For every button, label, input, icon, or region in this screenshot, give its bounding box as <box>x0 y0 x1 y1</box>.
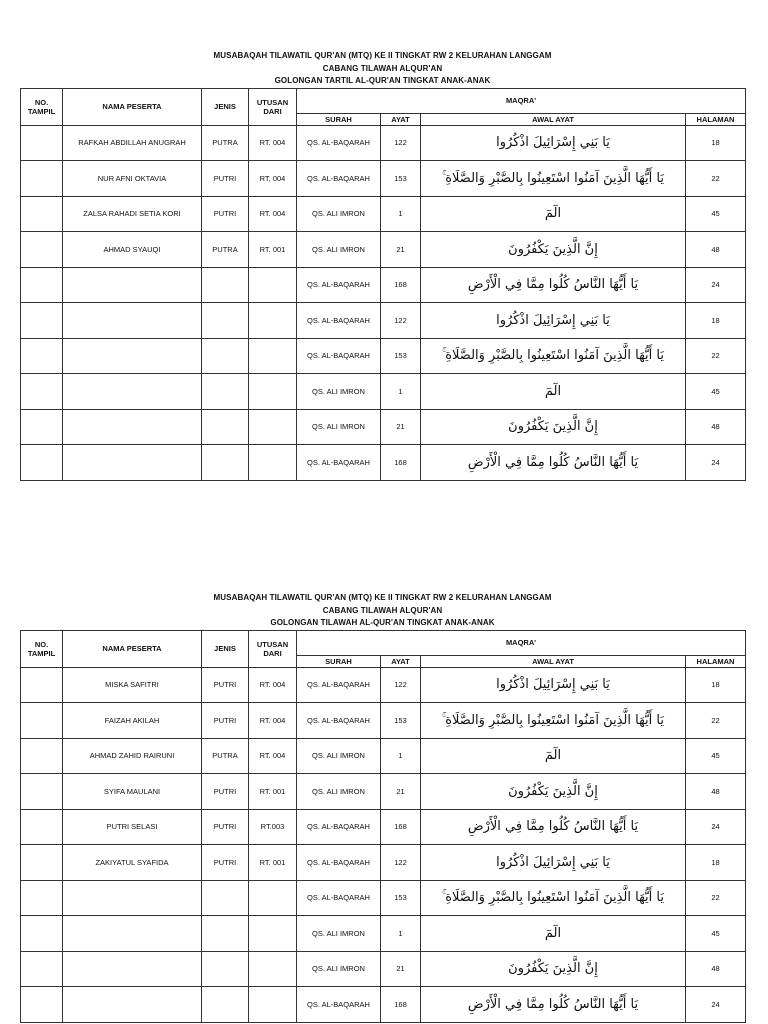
col-header-no: NO. TAMPIL <box>21 630 63 667</box>
col-header-no: NO. TAMPIL <box>21 88 63 125</box>
cell-nama-peserta: AHMAD ZAHID RAIRUNI <box>63 738 202 774</box>
cell-nama-peserta <box>63 303 202 339</box>
cell-awal-ayat: يَا بَنِي إِسْرَائِيلَ اذْكُرُوا <box>421 303 686 339</box>
cell-nama-peserta: MISKA SAFITRI <box>63 667 202 703</box>
table-row <box>21 916 746 952</box>
cell-ayat: 168 <box>381 987 421 1023</box>
cell-jenis: PUTRI <box>202 809 249 845</box>
cell-awal-ayat: يَا بَنِي إِسْرَائِيلَ اذْكُرُوا <box>421 845 686 881</box>
cell-awal-ayat: إِنَّ الَّذِينَ يَكْفُرُونَ <box>421 774 686 810</box>
cell-ayat: 153 <box>381 703 421 739</box>
cell-nama-peserta: NUR AFNI OKTAVIA <box>63 161 202 197</box>
cell-awal-ayat: إِنَّ الَّذِينَ يَكْفُرُونَ <box>421 951 686 987</box>
cell-surah: QS. AL-BAQARAH <box>297 880 381 916</box>
table-row <box>21 667 746 703</box>
cell-surah: QS. ALI IMRON <box>297 916 381 952</box>
cell-no <box>21 738 63 774</box>
cell-surah: QS. AL-BAQARAH <box>297 303 381 339</box>
cell-no <box>21 774 63 810</box>
cell-jenis: PUTRI <box>202 196 249 232</box>
participant-table <box>20 630 746 1023</box>
cell-jenis: PUTRI <box>202 703 249 739</box>
heading-category: GOLONGAN TARTIL AL-QUR'AN TINGKAT ANAK-ANAK <box>274 76 491 85</box>
cell-jenis <box>202 303 249 339</box>
cell-utusan-dari: RT. 004 <box>249 703 297 739</box>
cell-nama-peserta <box>63 880 202 916</box>
cell-ayat: 153 <box>381 338 421 374</box>
cell-halaman: 22 <box>686 161 746 197</box>
cell-ayat: 153 <box>381 880 421 916</box>
cell-ayat: 1 <box>381 196 421 232</box>
cell-utusan-dari <box>249 445 297 481</box>
table-row <box>21 445 746 481</box>
cell-halaman: 24 <box>686 267 746 303</box>
table-row <box>21 374 746 410</box>
cell-no <box>21 703 63 739</box>
table-body <box>21 667 746 1022</box>
table-row <box>21 196 746 232</box>
cell-utusan-dari <box>249 987 297 1023</box>
heading-category: GOLONGAN TILAWAH AL-QUR'AN TINGKAT ANAK-ANAK <box>270 618 495 627</box>
cell-halaman: 22 <box>686 338 746 374</box>
table-row <box>21 409 746 445</box>
cell-halaman: 48 <box>686 774 746 810</box>
participant-table-block-tartil <box>20 50 745 481</box>
cell-no <box>21 338 63 374</box>
cell-utusan-dari <box>249 880 297 916</box>
cell-jenis <box>202 951 249 987</box>
cell-no <box>21 667 63 703</box>
cell-ayat: 122 <box>381 303 421 339</box>
table-row <box>21 774 746 810</box>
cell-ayat: 122 <box>381 845 421 881</box>
cell-surah: QS. AL-BAQARAH <box>297 809 381 845</box>
table-row <box>21 987 746 1023</box>
table-row <box>21 809 746 845</box>
col-header-awal-ayat: AWAL AYAT <box>421 113 686 125</box>
col-header-halaman: HALAMAN <box>686 113 746 125</box>
cell-utusan-dari: RT.003 <box>249 809 297 845</box>
cell-awal-ayat: يَا أَيُّهَا الَّذِينَ آمَنُوا اسْتَعِينُوا بِالصَّبْرِ وَالصَّلَاةِ ۚ <box>421 703 686 739</box>
cell-no <box>21 267 63 303</box>
cell-halaman: 45 <box>686 916 746 952</box>
cell-jenis <box>202 338 249 374</box>
cell-jenis <box>202 987 249 1023</box>
col-header-utusan: UTUSAN DARI <box>249 88 297 125</box>
cell-nama-peserta: ZALSA RAHADI SETIA KORI <box>63 196 202 232</box>
cell-no <box>21 161 63 197</box>
cell-ayat: 1 <box>381 738 421 774</box>
cell-no <box>21 232 63 268</box>
cell-surah: QS. AL-BAQARAH <box>297 667 381 703</box>
cell-jenis <box>202 445 249 481</box>
cell-awal-ayat: إِنَّ الَّذِينَ يَكْفُرُونَ <box>421 409 686 445</box>
table-row <box>21 703 746 739</box>
cell-ayat: 168 <box>381 267 421 303</box>
cell-halaman: 24 <box>686 987 746 1023</box>
cell-halaman: 45 <box>686 374 746 410</box>
cell-ayat: 21 <box>381 232 421 268</box>
cell-surah: QS. AL-BAQARAH <box>297 267 381 303</box>
cell-utusan-dari <box>249 303 297 339</box>
cell-halaman: 18 <box>686 667 746 703</box>
cell-no <box>21 303 63 339</box>
table-body <box>21 125 746 480</box>
heading-branch: CABANG TILAWAH ALQUR'AN <box>322 63 443 73</box>
cell-awal-ayat: يَا أَيُّهَا النَّاسُ كُلُوا مِمَّا فِي الْأَرْضِ <box>421 445 686 481</box>
cell-awal-ayat: يَا أَيُّهَا النَّاسُ كُلُوا مِمَّا فِي الْأَرْضِ <box>421 267 686 303</box>
cell-ayat: 21 <box>381 951 421 987</box>
col-header-awal-ayat: AWAL AYAT <box>421 655 686 667</box>
col-header-ayat: AYAT <box>381 113 421 125</box>
cell-awal-ayat: يَا أَيُّهَا الَّذِينَ آمَنُوا اسْتَعِينُوا بِالصَّبْرِ وَالصَّلَاةِ ۚ <box>421 161 686 197</box>
cell-awal-ayat: الٓمٓ <box>421 196 686 232</box>
col-header-surah: SURAH <box>297 655 381 667</box>
cell-utusan-dari <box>249 916 297 952</box>
participant-table-block-tilawah <box>20 592 745 1023</box>
cell-utusan-dari <box>249 338 297 374</box>
cell-no <box>21 445 63 481</box>
cell-awal-ayat: يَا أَيُّهَا الَّذِينَ آمَنُوا اسْتَعِينُوا بِالصَّبْرِ وَالصَّلَاةِ ۚ <box>421 338 686 374</box>
cell-awal-ayat: يَا بَنِي إِسْرَائِيلَ اذْكُرُوا <box>421 667 686 703</box>
cell-no <box>21 951 63 987</box>
cell-surah: QS. AL-BAQARAH <box>297 987 381 1023</box>
cell-nama-peserta: PUTRI SELASI <box>63 809 202 845</box>
cell-utusan-dari <box>249 374 297 410</box>
cell-surah: QS. AL-BAQARAH <box>297 125 381 161</box>
cell-jenis <box>202 880 249 916</box>
cell-no <box>21 845 63 881</box>
cell-jenis <box>202 409 249 445</box>
table-row <box>21 125 746 161</box>
cell-surah: QS. ALI IMRON <box>297 196 381 232</box>
col-header-jenis: JENIS <box>202 88 249 125</box>
cell-surah: QS. AL-BAQARAH <box>297 445 381 481</box>
cell-nama-peserta: FAIZAH AKILAH <box>63 703 202 739</box>
cell-halaman: 22 <box>686 703 746 739</box>
cell-surah: QS. AL-BAQARAH <box>297 703 381 739</box>
cell-ayat: 21 <box>381 409 421 445</box>
cell-jenis: PUTRI <box>202 774 249 810</box>
cell-nama-peserta <box>63 951 202 987</box>
table-row <box>21 738 746 774</box>
cell-nama-peserta <box>63 267 202 303</box>
cell-jenis <box>202 267 249 303</box>
cell-ayat: 122 <box>381 125 421 161</box>
cell-ayat: 168 <box>381 445 421 481</box>
cell-no <box>21 409 63 445</box>
cell-ayat: 168 <box>381 809 421 845</box>
cell-awal-ayat: الٓمٓ <box>421 916 686 952</box>
table-row <box>21 267 746 303</box>
cell-jenis: PUTRI <box>202 161 249 197</box>
col-header-surah: SURAH <box>297 113 381 125</box>
cell-jenis <box>202 916 249 952</box>
cell-nama-peserta <box>63 409 202 445</box>
cell-ayat: 1 <box>381 916 421 952</box>
table-row <box>21 303 746 339</box>
cell-nama-peserta: SYIFA MAULANI <box>63 774 202 810</box>
cell-utusan-dari <box>249 267 297 303</box>
col-header-jenis: JENIS <box>202 630 249 667</box>
col-header-nama: NAMA PESERTA <box>63 88 202 125</box>
cell-halaman: 18 <box>686 303 746 339</box>
table-row <box>21 845 746 881</box>
cell-ayat: 21 <box>381 774 421 810</box>
cell-halaman: 24 <box>686 445 746 481</box>
cell-ayat: 122 <box>381 667 421 703</box>
cell-jenis <box>202 374 249 410</box>
cell-awal-ayat: يَا بَنِي إِسْرَائِيلَ اذْكُرُوا <box>421 125 686 161</box>
cell-no <box>21 987 63 1023</box>
heading-title: MUSABAQAH TILAWATIL QUR'AN (MTQ) KE II TINGKAT RW 2 KELURAHAN LANGGAM <box>213 593 552 602</box>
cell-awal-ayat: الٓمٓ <box>421 374 686 410</box>
cell-utusan-dari: RT. 001 <box>249 845 297 881</box>
table-row <box>21 161 746 197</box>
cell-nama-peserta <box>63 338 202 374</box>
table-heading <box>20 50 745 88</box>
cell-nama-peserta <box>63 445 202 481</box>
cell-no <box>21 374 63 410</box>
cell-surah: QS. AL-BAQARAH <box>297 845 381 881</box>
cell-halaman: 24 <box>686 809 746 845</box>
cell-no <box>21 880 63 916</box>
cell-surah: QS. ALI IMRON <box>297 774 381 810</box>
cell-utusan-dari: RT. 001 <box>249 232 297 268</box>
col-header-utusan: UTUSAN DARI <box>249 630 297 667</box>
cell-halaman: 48 <box>686 409 746 445</box>
cell-halaman: 18 <box>686 845 746 881</box>
cell-no <box>21 125 63 161</box>
cell-halaman: 22 <box>686 880 746 916</box>
cell-halaman: 18 <box>686 125 746 161</box>
cell-awal-ayat: إِنَّ الَّذِينَ يَكْفُرُونَ <box>421 232 686 268</box>
cell-nama-peserta: ZAKIYATUL SYAFIDA <box>63 845 202 881</box>
cell-nama-peserta <box>63 374 202 410</box>
cell-utusan-dari: RT. 004 <box>249 196 297 232</box>
cell-awal-ayat: الٓمٓ <box>421 738 686 774</box>
cell-no <box>21 916 63 952</box>
cell-surah: QS. ALI IMRON <box>297 951 381 987</box>
cell-halaman: 48 <box>686 232 746 268</box>
col-header-nama: NAMA PESERTA <box>63 630 202 667</box>
cell-awal-ayat: يَا أَيُّهَا النَّاسُ كُلُوا مِمَّا فِي الْأَرْضِ <box>421 987 686 1023</box>
cell-nama-peserta <box>63 916 202 952</box>
cell-surah: QS. ALI IMRON <box>297 738 381 774</box>
cell-surah: QS. ALI IMRON <box>297 374 381 410</box>
cell-utusan-dari: RT. 004 <box>249 161 297 197</box>
heading-branch: CABANG TILAWAH ALQUR'AN <box>322 605 443 615</box>
cell-utusan-dari: RT. 004 <box>249 125 297 161</box>
cell-surah: QS. AL-BAQARAH <box>297 161 381 197</box>
cell-no <box>21 196 63 232</box>
col-header-maqra: MAQRA' <box>297 88 746 113</box>
cell-surah: QS. ALI IMRON <box>297 232 381 268</box>
participant-table <box>20 88 746 481</box>
cell-utusan-dari: RT. 004 <box>249 738 297 774</box>
col-header-halaman: HALAMAN <box>686 655 746 667</box>
table-row <box>21 880 746 916</box>
cell-jenis: PUTRI <box>202 667 249 703</box>
table-row <box>21 338 746 374</box>
col-header-maqra: MAQRA' <box>297 630 746 655</box>
cell-surah: QS. ALI IMRON <box>297 409 381 445</box>
cell-ayat: 1 <box>381 374 421 410</box>
cell-utusan-dari <box>249 951 297 987</box>
cell-nama-peserta: RAFKAH ABDILLAH ANUGRAH <box>63 125 202 161</box>
cell-utusan-dari <box>249 409 297 445</box>
cell-jenis: PUTRA <box>202 125 249 161</box>
col-header-ayat: AYAT <box>381 655 421 667</box>
table-heading <box>20 592 745 630</box>
cell-utusan-dari: RT. 001 <box>249 774 297 810</box>
cell-nama-peserta: AHMAD SYAUQI <box>63 232 202 268</box>
cell-awal-ayat: يَا أَيُّهَا الَّذِينَ آمَنُوا اسْتَعِينُوا بِالصَّبْرِ وَالصَّلَاةِ ۚ <box>421 880 686 916</box>
cell-nama-peserta <box>63 987 202 1023</box>
cell-halaman: 45 <box>686 196 746 232</box>
cell-jenis: PUTRA <box>202 232 249 268</box>
table-row <box>21 951 746 987</box>
cell-jenis: PUTRA <box>202 738 249 774</box>
cell-surah: QS. AL-BAQARAH <box>297 338 381 374</box>
cell-no <box>21 809 63 845</box>
cell-jenis: PUTRI <box>202 845 249 881</box>
cell-utusan-dari: RT. 004 <box>249 667 297 703</box>
cell-halaman: 45 <box>686 738 746 774</box>
cell-halaman: 48 <box>686 951 746 987</box>
cell-awal-ayat: يَا أَيُّهَا النَّاسُ كُلُوا مِمَّا فِي الْأَرْضِ <box>421 809 686 845</box>
table-row <box>21 232 746 268</box>
heading-title: MUSABAQAH TILAWATIL QUR'AN (MTQ) KE II TINGKAT RW 2 KELURAHAN LANGGAM <box>213 51 552 60</box>
cell-ayat: 153 <box>381 161 421 197</box>
